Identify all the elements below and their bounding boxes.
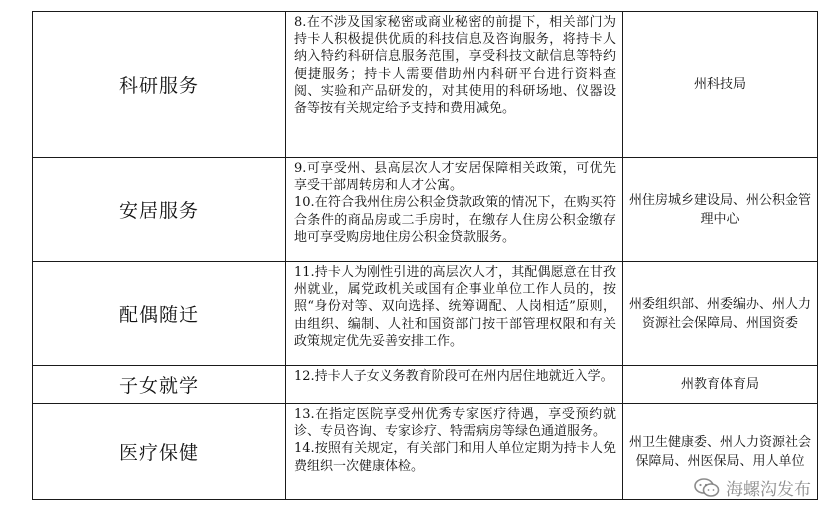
watermark-text: 海螺沟发布 bbox=[726, 480, 811, 500]
content-cell bbox=[286, 404, 623, 500]
department-cell: 州委组织部、州委编办、州人力资源社会保障局、州国资委 bbox=[623, 262, 818, 366]
category-cell: 安居服务 bbox=[33, 158, 286, 262]
content-cell bbox=[286, 262, 623, 366]
content-cell bbox=[286, 366, 623, 404]
department-cell: 州卫生健康委、州人力资源社会保障局、州医保局、用人单位 bbox=[623, 404, 818, 500]
department-cell: 州住房城乡建设局、州公积金管理中心 bbox=[623, 158, 818, 262]
department-cell: 州科技局 bbox=[623, 12, 818, 158]
content-paragraph: 10.在符合我州住房公积金贷款政策的情况下，在购买符合条件的商品房或二手房时，在缴存人住房公积金缴存地可享受购房地住房公积金贷款服务。 bbox=[294, 195, 616, 245]
content-paragraph: 14.按照有关规定，有关部门和用人单位定期为持卡人免费组织一次健康体检。 bbox=[294, 441, 616, 474]
table-row bbox=[33, 158, 818, 262]
content-paragraph: 12.持卡人子女义务教育阶段可在州内居住地就近入学。 bbox=[294, 369, 614, 384]
content-paragraph: 13.在指定医院享受州优秀专家医疗待遇，享受预约就诊、专员咨询、专家诊疗、特需病房等绿色通道服务。 bbox=[294, 407, 616, 440]
table-row bbox=[33, 262, 818, 366]
policy-table bbox=[32, 11, 818, 500]
table-row bbox=[33, 12, 818, 158]
table-row bbox=[33, 404, 818, 500]
content-paragraph: 9.可享受州、县高层次人才安居保障相关政策，可优先享受干部周转房和人才公寓。 bbox=[294, 161, 616, 194]
content-cell bbox=[286, 12, 623, 158]
category-cell: 子女就学 bbox=[33, 366, 286, 404]
department-cell: 州教育体育局 bbox=[623, 366, 818, 404]
category-cell: 配偶随迁 bbox=[33, 262, 286, 366]
category-cell: 科研服务 bbox=[33, 12, 286, 158]
content-paragraph: 11.持卡人为刚性引进的高层次人才，其配偶愿意在甘孜州就业，属党政机关或国有企事业单位工作人员的，按照“身份对等、双向选择、统筹调配、人岗相适”原则，由组织、编制、人社和国资部门按干部管理权限和有关政策规定优先妥善安排工作。 bbox=[294, 265, 616, 349]
category-cell: 医疗保健 bbox=[33, 404, 286, 500]
table-row bbox=[33, 366, 818, 404]
content-paragraph: 8.在不涉及国家秘密或商业秘密的前提下，相关部门为持卡人积极提供优质的科技信息及咨询服务，将持卡人纳入特约科研信息服务范围，享受科技文献信息等特约便捷服务；持卡人需要借助州内科研平台进行资料查阅、实验和产品研发的，对其使用的科研场地、仪器设备等按有关规定给予支持和费用减免。 bbox=[294, 15, 616, 117]
content-cell bbox=[286, 158, 623, 262]
